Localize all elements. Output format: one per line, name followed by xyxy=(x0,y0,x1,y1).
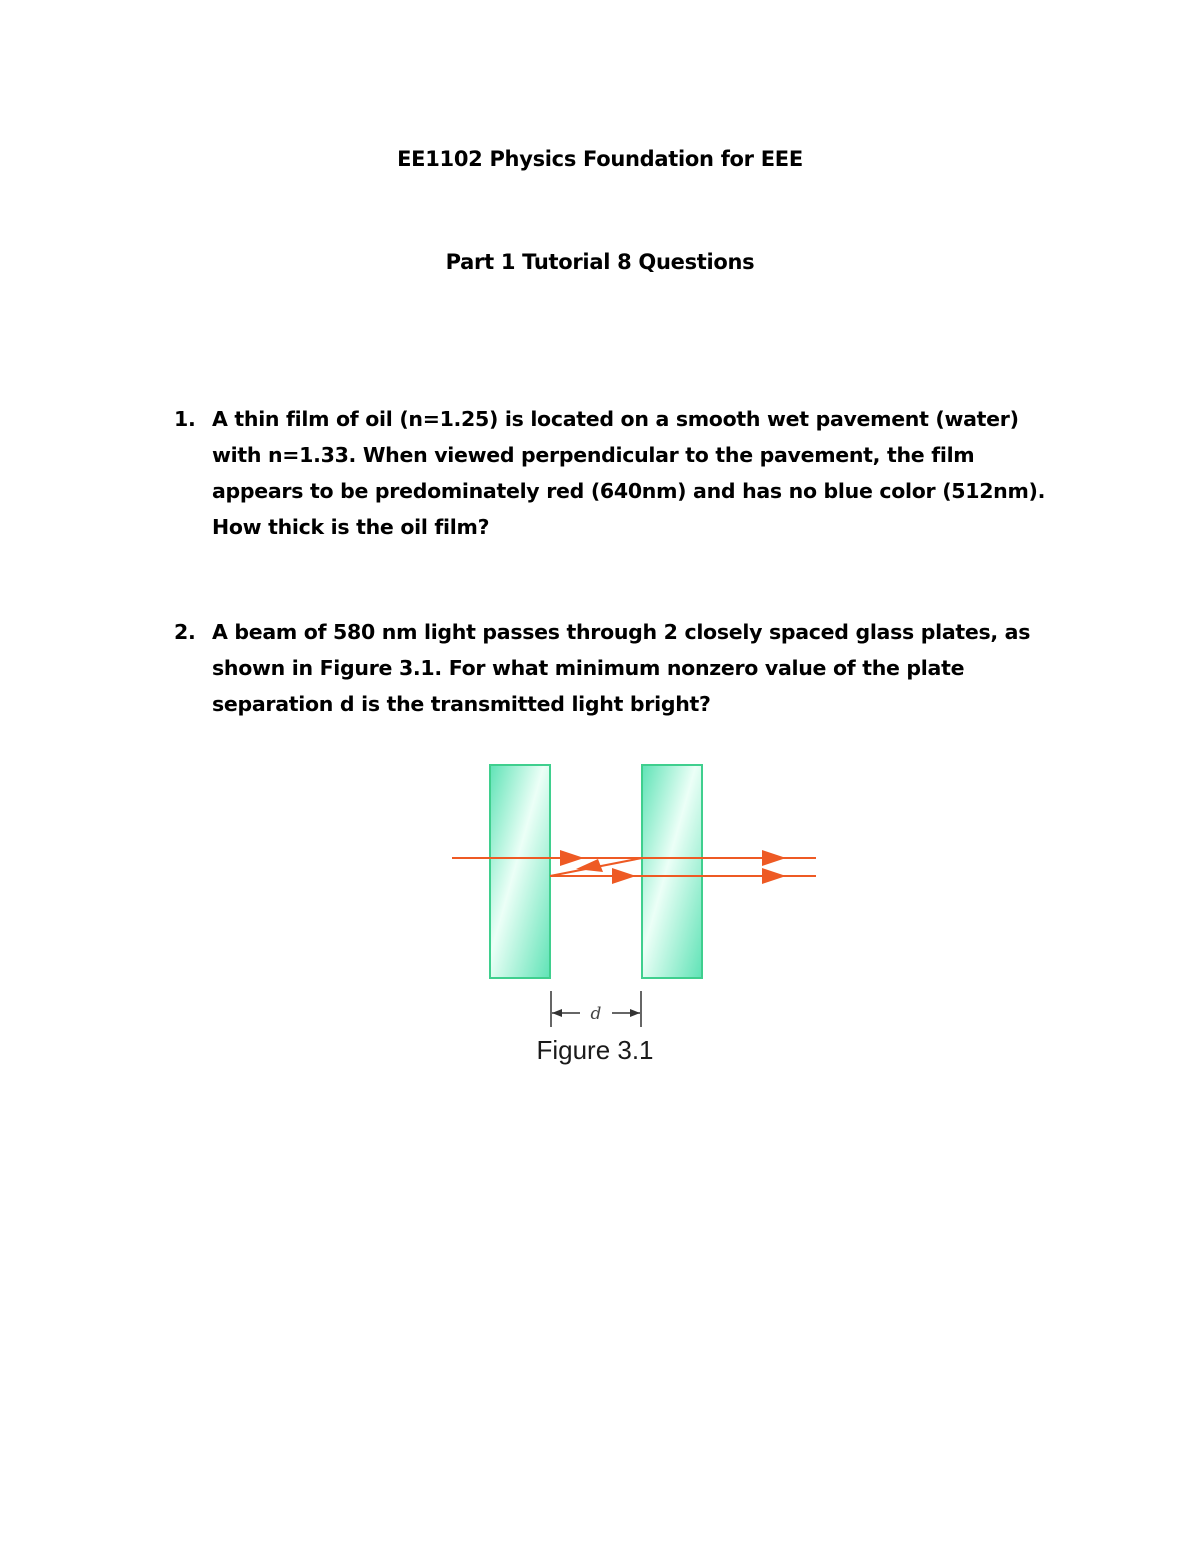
document-subtitle: Part 1 Tutorial 8 Questions xyxy=(445,250,755,274)
dimension-arrow-head-right xyxy=(630,1009,640,1017)
document-title: EE1102 Physics Foundation for EEE xyxy=(397,147,803,171)
question-line: A beam of 580 nm light passes through 2 closely spaced glass plates, as xyxy=(212,620,1031,644)
question-text xyxy=(212,401,1072,545)
question-number: 2. xyxy=(174,620,196,644)
ray-arrow xyxy=(612,868,636,884)
question-line: A thin film of oil (n=1.25) is located on a smooth wet pavement (water) xyxy=(212,407,1019,431)
ray-arrow xyxy=(560,850,584,866)
glass-plate-right xyxy=(642,765,702,978)
ray-arrow xyxy=(762,850,786,866)
separation-label: d xyxy=(590,1004,602,1024)
question-text xyxy=(212,614,1072,722)
figure-glass-plates xyxy=(440,755,830,1075)
dimension-arrow-head-left xyxy=(552,1009,562,1017)
ray-arrow xyxy=(762,868,786,884)
question-line: shown in Figure 3.1. For what minimum nonzero value of the plate xyxy=(212,656,965,680)
question-line: How thick is the oil film? xyxy=(212,515,490,539)
glass-plate-left xyxy=(490,765,550,978)
question-line: separation d is the transmitted light bright? xyxy=(212,692,711,716)
question-line: appears to be predominately red (640nm) and has no blue color (512nm). xyxy=(212,479,1046,503)
figure-diagram xyxy=(440,755,830,1035)
question-line: with n=1.33. When viewed perpendicular to the pavement, the film xyxy=(212,443,975,467)
figure-caption: Figure 3.1 xyxy=(536,1035,654,1065)
question-number: 1. xyxy=(174,407,196,431)
